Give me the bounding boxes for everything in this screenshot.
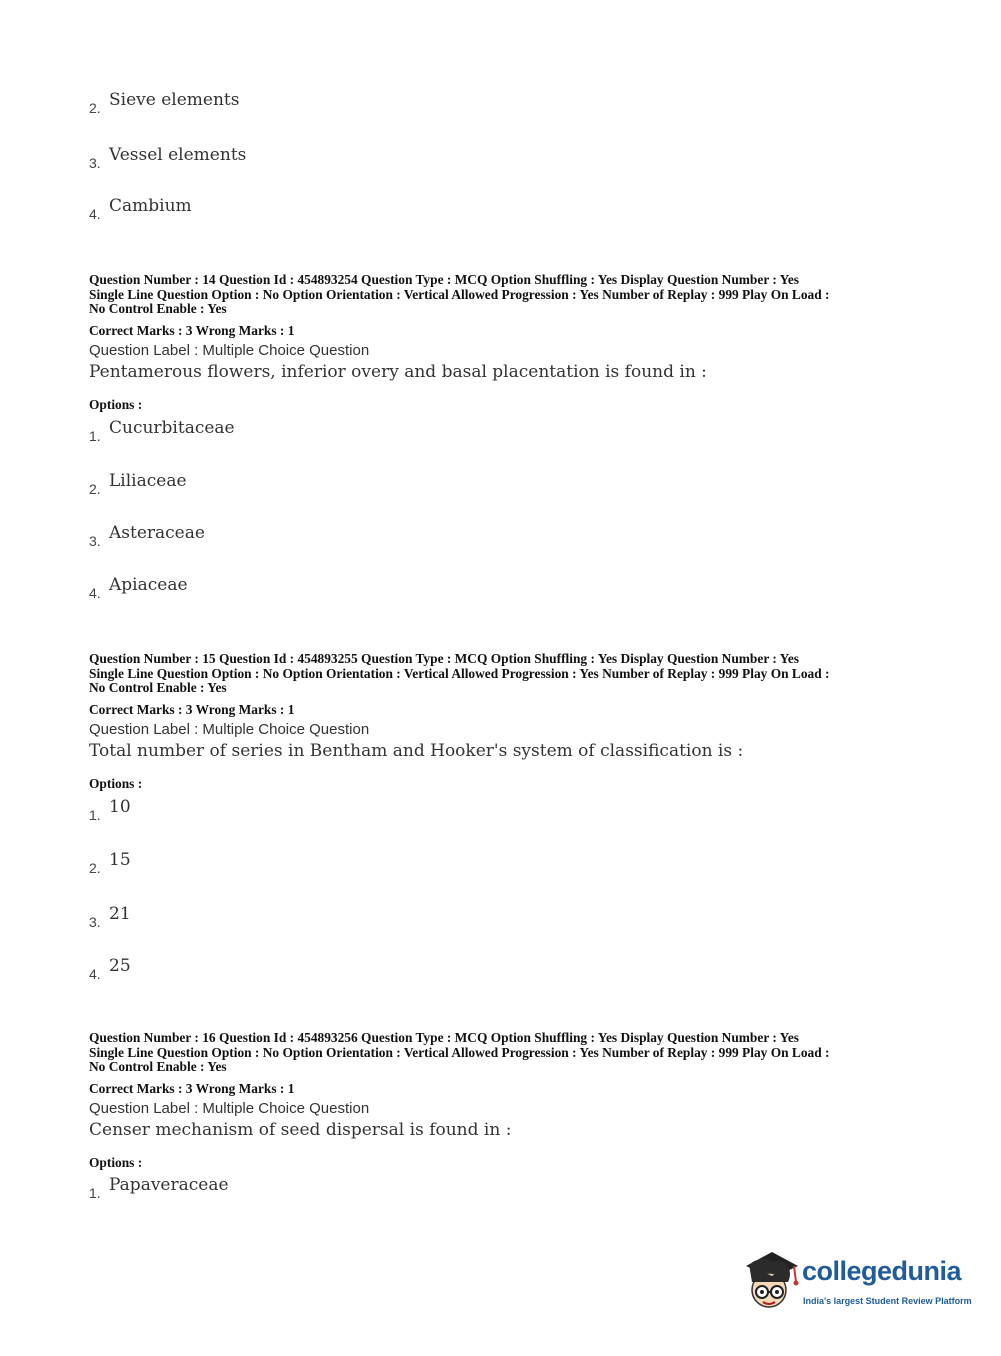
options-heading: Options :: [89, 396, 143, 412]
question-text: Censer mechanism of seed dispersal is found in :: [89, 1119, 512, 1140]
collegedunia-logo: [742, 1248, 972, 1320]
question-label: Question Label : Multiple Choice Question: [89, 1099, 370, 1117]
option-number: 3.: [89, 914, 101, 930]
option-number: 3.: [89, 155, 101, 171]
option-number: 4.: [89, 585, 101, 601]
mascot-icon: [742, 1248, 800, 1316]
question-16: [89, 1031, 919, 1171]
question-meta: Single Line Question Option : No Option Orientation : Vertical Allowed Progression : Yes Number of Replay : 999 Play On Load :: [89, 665, 830, 681]
options-heading: Options :: [89, 775, 143, 791]
brand-tagline: India's largest Student Review Platform: [803, 1296, 972, 1306]
option-number: 4.: [89, 966, 101, 982]
question-meta: No Control Enable : Yes: [89, 680, 227, 695]
question-text: Total number of series in Bentham and Hooker's system of classification is :: [89, 740, 744, 761]
brand-name: collegedunia: [802, 1256, 962, 1286]
question-label: Question Label : Multiple Choice Question: [89, 341, 370, 359]
option-text: 21: [109, 904, 131, 924]
option-number: 2.: [89, 100, 101, 116]
option-text: Asteraceae: [109, 523, 205, 543]
option-number: 2.: [89, 860, 101, 876]
question-meta: No Control Enable : Yes: [89, 301, 227, 316]
option-number: 2.: [89, 481, 101, 497]
option-text: Cucurbitaceae: [109, 418, 235, 438]
option-text: Papaveraceae: [109, 1175, 229, 1195]
question-marks: Correct Marks : 3 Wrong Marks : 1: [89, 701, 295, 717]
question-meta: Single Line Question Option : No Option Orientation : Vertical Allowed Progression : Yes Number of Replay : 999 Play On Load :: [89, 286, 830, 302]
question-14: [89, 273, 919, 413]
option-text: 25: [109, 956, 131, 976]
question-marks: Correct Marks : 3 Wrong Marks : 1: [89, 1080, 295, 1096]
question-meta: Question Number : 14 Question Id : 454893254 Question Type : MCQ Option Shuffling : Yes Display Question Number : Yes: [89, 272, 800, 287]
question-meta: Question Number : 15 Question Id : 454893255 Question Type : MCQ Option Shuffling : Yes Display Question Number : Yes: [89, 651, 800, 666]
question-text: Pentamerous flowers, inferior overy and basal placentation is found in :: [89, 361, 707, 382]
option-text: 15: [109, 850, 131, 870]
option-number: 4.: [89, 206, 101, 222]
option-number: 1.: [89, 1185, 101, 1201]
option-text: Cambium: [109, 196, 192, 216]
question-marks: Correct Marks : 3 Wrong Marks : 1: [89, 322, 295, 338]
question-label: Question Label : Multiple Choice Question: [89, 720, 370, 738]
option-text: Vessel elements: [109, 145, 247, 165]
question-meta: Question Number : 16 Question Id : 454893256 Question Type : MCQ Option Shuffling : Yes Display Question Number : Yes: [89, 1030, 800, 1045]
option-text: Sieve elements: [109, 90, 240, 110]
option-text: 10: [109, 797, 131, 817]
option-number: 1.: [89, 428, 101, 444]
question-15: [89, 652, 919, 792]
question-meta: Single Line Question Option : No Option Orientation : Vertical Allowed Progression : Yes Number of Replay : 999 Play On Load :: [89, 1044, 830, 1060]
option-text: Apiaceae: [109, 575, 188, 595]
option-number: 3.: [89, 533, 101, 549]
options-heading: Options :: [89, 1154, 143, 1170]
question-meta: No Control Enable : Yes: [89, 1059, 227, 1074]
option-number: 1.: [89, 807, 101, 823]
option-text: Liliaceae: [109, 471, 187, 491]
